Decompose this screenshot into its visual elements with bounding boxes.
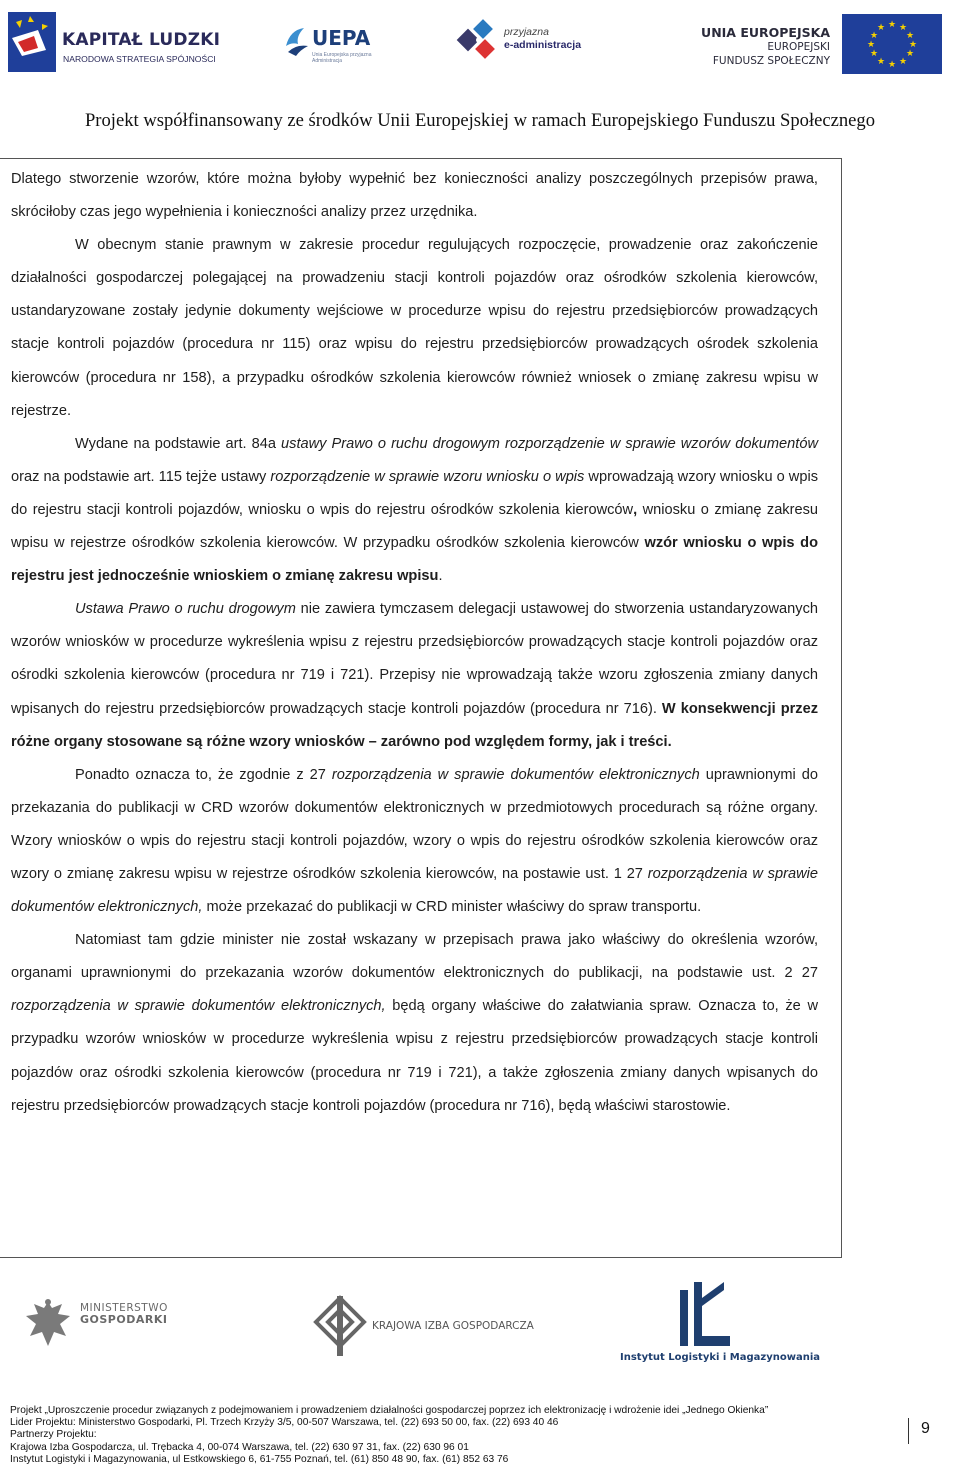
p5-c: rozporządzenia w sprawie dokumentów elektronicznych [331,766,700,783]
document-body [11,163,818,1123]
svg-text:★: ★ [869,49,879,59]
pea-bottom-text: e-administracja [504,39,582,51]
p3-d: rozporządzenie w sprawie wzoru wniosku o wpis [270,468,585,485]
puzzle-icon [456,18,502,64]
paragraph-5 [11,759,818,924]
eagle-emblem-icon [22,1296,74,1352]
header-logos [0,0,960,80]
p4-c: W konsekwencji przez różne organy stosowane są różne wzory wniosków – zarówno pod względem formy, jak i treści. [11,700,818,750]
mg-line-1: MINISTERSTWO [80,1302,168,1314]
ue-line-1: UNIA EUROPEJSKA [701,25,830,40]
krajowa-izba-gospodarcza-logo [312,1294,532,1358]
svg-text:★: ★ [898,57,908,67]
ilim-text: Instytut Logistyki i Magazynowania [620,1352,821,1363]
p5-b: 27 [309,766,332,783]
ue-line-2: EUROPEJSKI [767,41,830,53]
ue-line-3: FUNDUSZ SPOŁECZNY [712,55,830,67]
page-number-box [908,1418,952,1444]
uepa-title: UEPA [312,26,371,50]
przyjazna-e-administracja-logo [456,18,582,68]
paragraph-1: Dlatego stworzenie wzorów, które można byłoby wypełnić bez konieczności analizy poszczególnych przepisów prawa, skróciłoby czas jego wypełnienia i konieczności analizy przez urzędnika. [11,171,818,221]
kapital-ludzki-subtitle: NARODOWA STRATEGIA SPÓJNOŚCI [63,54,216,64]
paragraph-4 [11,593,818,758]
p3-e: wprowadzają wzory wniosku o wpis do rejestru stacji kontroli pojazdów, wniosku o wpis do rejestru ośrodków szkolenia kierowców [11,468,818,518]
paragraph-3 [11,428,818,593]
svg-text:★: ★ [887,60,897,70]
p4-a: Ustawa Prawo o ruchu drogowym [75,601,296,618]
kig-emblem-icon [312,1294,368,1358]
p6-d: będą organy właściwe do załatwiania spraw. Oznacza to, że w przypadku wzorów wniosków w procedurze wykreślenia wpisu z rejestru przedsiębiorców prowadzących stacje kontroli pojazdów oraz ośrodki szkolenia kierowców (procedura nr 719 i 721), a także zgłoszenia zmiany danych wpisanych do rejestru przedsiębiorców prowadzących stacje kontroli pojazdów (procedura nr 716), będą właściwi starostowie. [11,998,818,1114]
unia-europejska-logo [640,14,950,74]
page-number: 9 [921,1420,930,1437]
svg-text:★: ★ [905,31,915,41]
kapital-ludzki-flag-icon [8,12,56,72]
p3-i: . [438,568,443,585]
footer-line-partners: Partnerzy Projektu: [10,1429,97,1441]
ministerstwo-gospodarki-text [80,1302,168,1326]
svg-text:★: ★ [876,57,886,67]
kapital-ludzki-title: KAPITAŁ LUDZKI [62,30,221,50]
paragraph-6 [11,924,818,1123]
ministerstwo-gospodarki-logo [22,1296,172,1352]
unia-europejska-text [701,26,830,68]
uepa-logo [282,22,372,66]
cofinancing-statement: Projekt współfinansowany ze środków Unii Europejskiej w ramach Europejskiego Funduszu Społecznego [84,110,876,131]
pea-top-text: przyjazna [504,26,549,38]
svg-text:★: ★ [876,23,886,33]
footer-line-ilim: Instytut Logistyki i Magazynowania, ul Estkowskiego 6, 61-755 Poznań, tel. (61) 850 48 90, fax. (61) 852 63 76 [10,1453,509,1465]
p5-e: 27 [626,865,648,882]
przyjazna-e-administracja-text [504,26,581,52]
p3-h: wzór wniosku o wpis do rejestru jest jednocześnie wnioskiem o zmianę zakresu wpisu [11,535,819,585]
p3-g: wniosku o zmianę zakresu wpisu w rejestrze ośrodków szkolenia kierowców. W przypadku ośrodków szkolenia kierowców [11,501,818,552]
footer-line-leader: Lider Projektu: Ministerstwo Gospodarki, Pl. Trzech Krzyży 3/5, 00-507 Warszawa, tel. (22) 693 50 00, fax. (22) 693 40 46 [10,1417,559,1429]
kapital-ludzki-logo [8,12,221,74]
instytut-logistyki-logo [612,1278,821,1374]
p6-b: 27 [801,965,818,982]
paragraph-2: W obecnym stanie prawnym w zakresie procedur regulujących rozpoczęcie, prowadzenie oraz zakończenie działalności gospodarczej polegającej na prowadzeniu stacji kontroli pojazdów oraz ośrodków szkolenia kierowców, ustandaryzowane zostały jedynie dokumenty wejściowe w procedurze wpisu do rejestru przedsiębiorców prowadzących stacje kontroli pojazdów (procedura nr 115) oraz wpisu do rejestru przedsiębiorców prowadzących ośrodek szkolenia kierowców (procedura nr 158), a przypadku ośrodków szkolenia kierowców również wniosek o zmianę zakresu wpisu w rejestrze. [11,237,818,419]
svg-text:★: ★ [898,23,908,33]
footer-line-kig: Krajowa Izba Gospodarcza, ul. Trębacka 4, 00-074 Warszawa, tel. (22) 630 97 31, fax. (22) 630 96 01 [10,1441,469,1453]
p6-a: Natomiast tam gdzie minister nie został wskazany w przepisach prawa jako właściwy do określenia wzorów, organami uprawnionymi do przekazania wzorów dokumentów elektronicznych do publikacji, na podstawie ust. 2 [11,932,818,982]
svg-text:★: ★ [866,40,876,50]
p5-g: może przekazać do publikacji w CRD minister właściwy do spraw transportu. [202,899,702,916]
kig-text: KRAJOWA IZBA GOSPODARCZA [372,1320,534,1332]
partner-logos [0,1276,960,1376]
svg-text:★: ★ [869,31,879,41]
p5-a: Ponadto oznacza to, że zgodnie z [75,766,310,783]
svg-text:★: ★ [908,40,918,50]
p3-b: ustawy Prawo o ruchu drogowym rozporządzenie w sprawie wzorów dokumentów [281,435,818,452]
p5-d: uprawnionymi do przekazania do publikacji w CRD wzorów dokumentów elektronicznych w przedmiotowych procedurach są różne organy. Wzory wniosków o wpis do rejestru stacji kontroli pojazdów, wzory o wpis do rejestru ośrodków szkolenia kierowców oraz wzory o zmianę zakresu wpisu w rejestrze ośrodków szkolenia kierowców, na postawie ust. 1 [11,766,818,882]
p5-f: rozporządzenia w sprawie dokumentów elektronicznych, [11,865,818,916]
svg-text:★: ★ [887,20,897,30]
footer-info [10,1405,870,1466]
eu-flag-icon [842,14,942,74]
p4-b: nie zawiera tymczasem delegacji ustawowej do stworzenia ustandaryzowanych wzorów wniosków w procedurze wykreślenia wpisu z rejestru przedsiębiorców prowadzących stacje kontroli pojazdów oraz ośrodki szkolenia kierowców (procedura nr 719 i 721). Przepisy nie wprowadzają także wzoru zgłoszenia zmiany danych wpisanych do rejestru przedsiębiorców prowadzących stacje kontroli pojazdów (procedura nr 716). [11,601,818,717]
ilim-emblem-icon [672,1278,732,1350]
mg-line-2: GOSPODARKI [80,1313,168,1326]
uepa-subtitle: Unia Europejska przyjazna Administracja [312,52,372,64]
svg-text:★: ★ [905,49,915,59]
p3-a: Wydane na podstawie art. 84a [75,435,282,452]
p3-f: , [633,501,638,518]
p6-c: rozporządzenia w sprawie dokumentów elektronicznych, [11,998,386,1015]
footer-line-project: Projekt „Uproszczenie procedur związanych z podejmowaniem i prowadzeniem działalności gospodarczej poprzez ich elektronizację i wdrożenie idei „Jednego Okienka” [10,1405,769,1416]
p3-c: oraz na podstawie art. 115 tejże ustawy [11,468,271,485]
uepa-mark-icon [282,24,312,58]
